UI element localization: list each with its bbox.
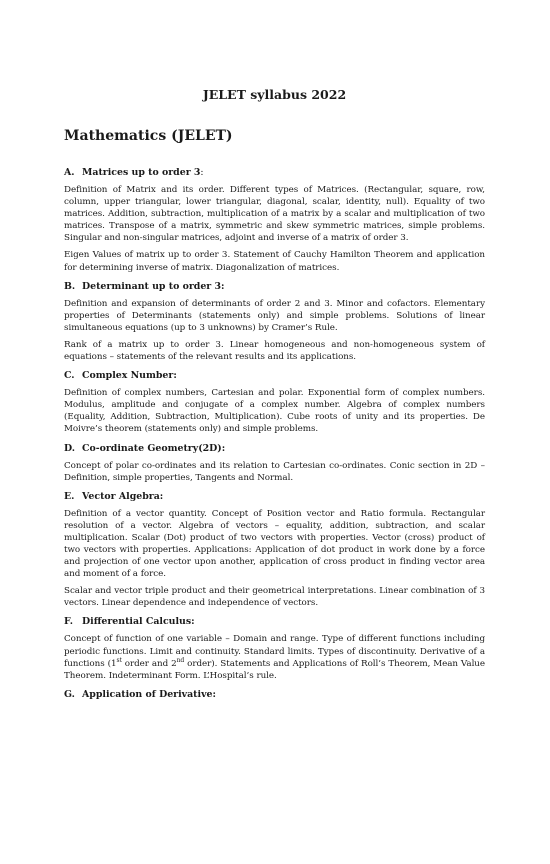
section-paragraph: Definition of Matrix and its order. Different types of Matrices. (Rectangular, square, row, column, upper triangular, lower triangular, diagonal, scalar, identity, null). Equality of two matrices. Addition, subtraction, multiplication of a matrix by a scalar and multiplication of two matrices. Transpose of a matrix, symmetric and skew symmetric matrices, simple problems. Singular and non-singular matrices, adjoint and inverse of a matrix of order 3. — [64, 185, 485, 244]
section-letter: A. — [64, 167, 75, 178]
section-heading — [64, 689, 485, 701]
subject-heading: Mathematics (JELET) — [64, 128, 233, 144]
section-complex-number — [64, 370, 485, 435]
section-letter: F. — [64, 616, 73, 628]
superscript: nd — [176, 656, 185, 664]
document-title: JELET syllabus 2022 — [202, 87, 347, 102]
section-heading — [64, 616, 485, 628]
section-letter: C. — [64, 370, 75, 382]
section-letter: B. — [64, 280, 76, 292]
section-title: Co-ordinate Geometry(2D): — [82, 442, 226, 454]
section-heading — [64, 281, 485, 293]
section-heading — [64, 443, 485, 455]
section-letter: D. — [64, 442, 76, 454]
superscript: st — [116, 656, 122, 664]
paragraph-text: order and 2 — [124, 658, 177, 669]
section-paragraph — [64, 633, 485, 681]
section-paragraph: Eigen Values of matrix up to order 3. Statement of Cauchy Hamilton Theorem and application for determining inverse of matrix. Diagonalization of matrices. — [64, 250, 485, 273]
section-title: Complex Number: — [82, 370, 177, 382]
section-letter: G. — [64, 688, 75, 700]
paragraph-text: order). Statements and Applications of Roll’s Theorem, Mean Value Theorem. Indeterminant Form. L’Hospital’s rule. — [64, 658, 486, 681]
section-paragraph: Scalar and vector triple product and their geometrical interpretations. Linear combination of 3 vectors. Linear dependence and independence of vectors. — [64, 586, 485, 609]
section-title: Vector Algebra: — [82, 490, 164, 502]
section-heading — [64, 491, 485, 503]
section-coordinate-geometry — [64, 443, 485, 484]
section-vector-algebra — [64, 491, 485, 610]
section-title: Application of Derivative: — [82, 688, 216, 700]
paragraph-text: Concept of function of one variable – Domain and range. Type of different functions including periodic functions. Limit and continuity. Standard limits. Types of discontinuity. Derivative of a functions (1 — [64, 634, 485, 669]
section-differential-calculus — [64, 616, 485, 681]
section-matrices — [64, 167, 485, 274]
document-page — [0, 87, 550, 864]
section-paragraph: Concept of polar co-ordinates and its relation to Cartesian co-ordinates. Conic section in 2D – Definition, simple properties, Tangents and Normal. — [64, 460, 485, 483]
section-paragraph: Definition of complex numbers, Cartesian and polar. Exponential form of complex numbers. Modulus, amplitude and conjugate of a complex number. Algebra of complex numbers (Equality, Addition, Subtraction, Multiplication). Cube roots of unity and its properties. De Moivre’s theorem (statements only) and simple problems. — [64, 388, 485, 435]
section-paragraph: Rank of a matrix up to order 3. Linear homogeneous and non-homogeneous system of equations – statements of the relevant results and its applications. — [64, 339, 485, 363]
section-letter: E. — [64, 490, 75, 502]
section-determinant — [64, 281, 485, 363]
section-paragraph: Definition and expansion of determinants of order 2 and 3. Minor and cofactors. Elementary properties of Determinants (statements only) and simple problems. Solutions of linear simultaneous equations (up to 3 unknowns) by Cramer’s Rule. — [64, 298, 485, 333]
section-title: Differential Calculus: — [82, 616, 195, 628]
section-paragraph: Definition of a vector quantity. Concept of Position vector and Ratio formula. Rectangular resolution of a vector. Algebra of vectors – equality, addition, subtraction, and scalar multiplication. Scalar (Dot) product of two vectors with properties. Vector (cross) product of two vectors with properties. Applications: Application of dot product in work done by a force and projection of one vector upon another, application of cross product in finding vector area and moment of a force. — [64, 508, 485, 580]
section-application-of-derivative — [64, 689, 485, 701]
section-title: Determinant up to order 3: — [82, 280, 225, 292]
section-heading — [64, 370, 485, 382]
section-heading — [64, 167, 485, 179]
section-title: Matrices up to order 3 — [82, 167, 201, 178]
section-title-colon: : — [200, 167, 204, 178]
